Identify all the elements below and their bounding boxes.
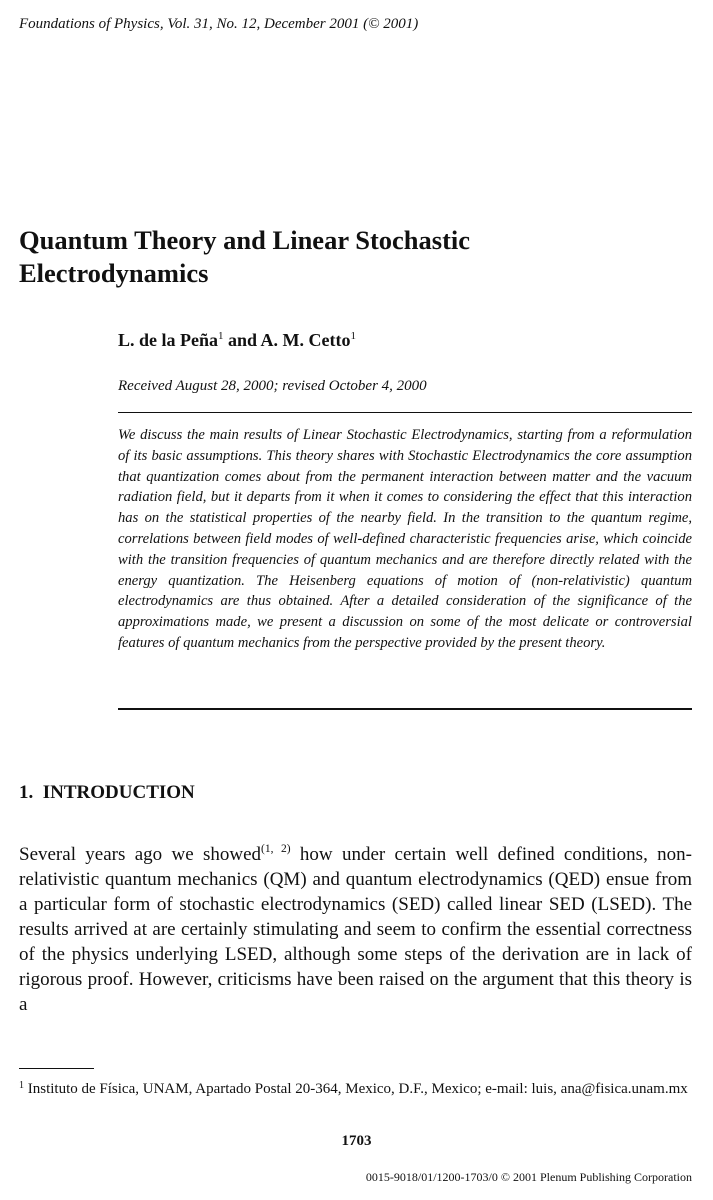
- title-line-2: Electrodynamics: [19, 258, 209, 288]
- journal-citation-header: Foundations of Physics, Vol. 31, No. 12, December 2001 (© 2001): [19, 16, 419, 32]
- abstract: We discuss the main results of Linear Stochastic Electrodynamics, starting from a reformulation of its basic assumptions. This theory shares with Stochastic Electrodynamics the core assumption that quantization comes about from the permanent interaction between matter and the vacuum radiation field, but it departs from it when it comes to considering the effect that this interaction has on the statistical properties of the nearby field. In the transition to the quantum regime, correlations between field modes of well-defined characteristic frequencies arise, which coincide with the transition frequencies of quantum mechanics and are therefore directly related with the energy quantization. The Heisenberg equations of motion of (non-relativistic) quantum electrodynamics are thus obtained. After a detailed consideration of the significance of the approximations made, we present a discussion on some of the most delicate or controversial features of quantum mechanics from the perspective provided by the present theory.: [118, 427, 692, 651]
- section-heading: 1. INTRODUCTION: [19, 782, 195, 803]
- page-number: 1703: [341, 1133, 372, 1149]
- footnote: [19, 1076, 692, 1099]
- footnote-text: Instituto de Física, UNAM, Apartado Postal 20-364, Mexico, D.F., Mexico; e-mail: luis, ana@fisica.unam.mx: [27, 1081, 688, 1097]
- affiliation-mark: 1: [218, 330, 224, 342]
- received-dates: Received August 28, 2000; revised October 4, 2000: [118, 378, 427, 394]
- footnote-rule: [19, 1068, 94, 1069]
- copyright-line: 0015-9018/01/1200-1703/0 © 2001 Plenum Publishing Corporation: [365, 1170, 692, 1184]
- affiliation-mark: 1: [350, 330, 357, 342]
- abstract-bottom-rule: [118, 708, 692, 710]
- abstract-top-rule: [118, 412, 692, 413]
- paper-title: [19, 224, 659, 290]
- author-list: [118, 330, 356, 351]
- author-name: A. M. Cetto: [260, 330, 351, 350]
- citation-ref[interactable]: (1, 2): [261, 843, 291, 855]
- author-name: L. de la Peña: [118, 330, 219, 350]
- intro-paragraph: [19, 837, 692, 1017]
- paragraph-text-rest: how under certain well defined conditions, non-relativistic quantum mechanics (QM) and quantum electrodynamics (QED) ensue from a particular form of stochastic electrodynamics (SED) called linear SED (LSED). The results arrived at are certainly stimulating and seem to confirm the essential correctness of the physics underlying LSED, although some steps of the derivation are in lack of rigorous proof. However, criticisms have been raised on the argument that this theory is a: [19, 844, 692, 1015]
- title-line-1: Quantum Theory and Linear Stochastic: [19, 225, 471, 255]
- paragraph-text-start: Several years ago we showed: [19, 844, 262, 865]
- author-separator: and: [223, 330, 261, 350]
- footnote-mark: 1: [19, 1080, 24, 1091]
